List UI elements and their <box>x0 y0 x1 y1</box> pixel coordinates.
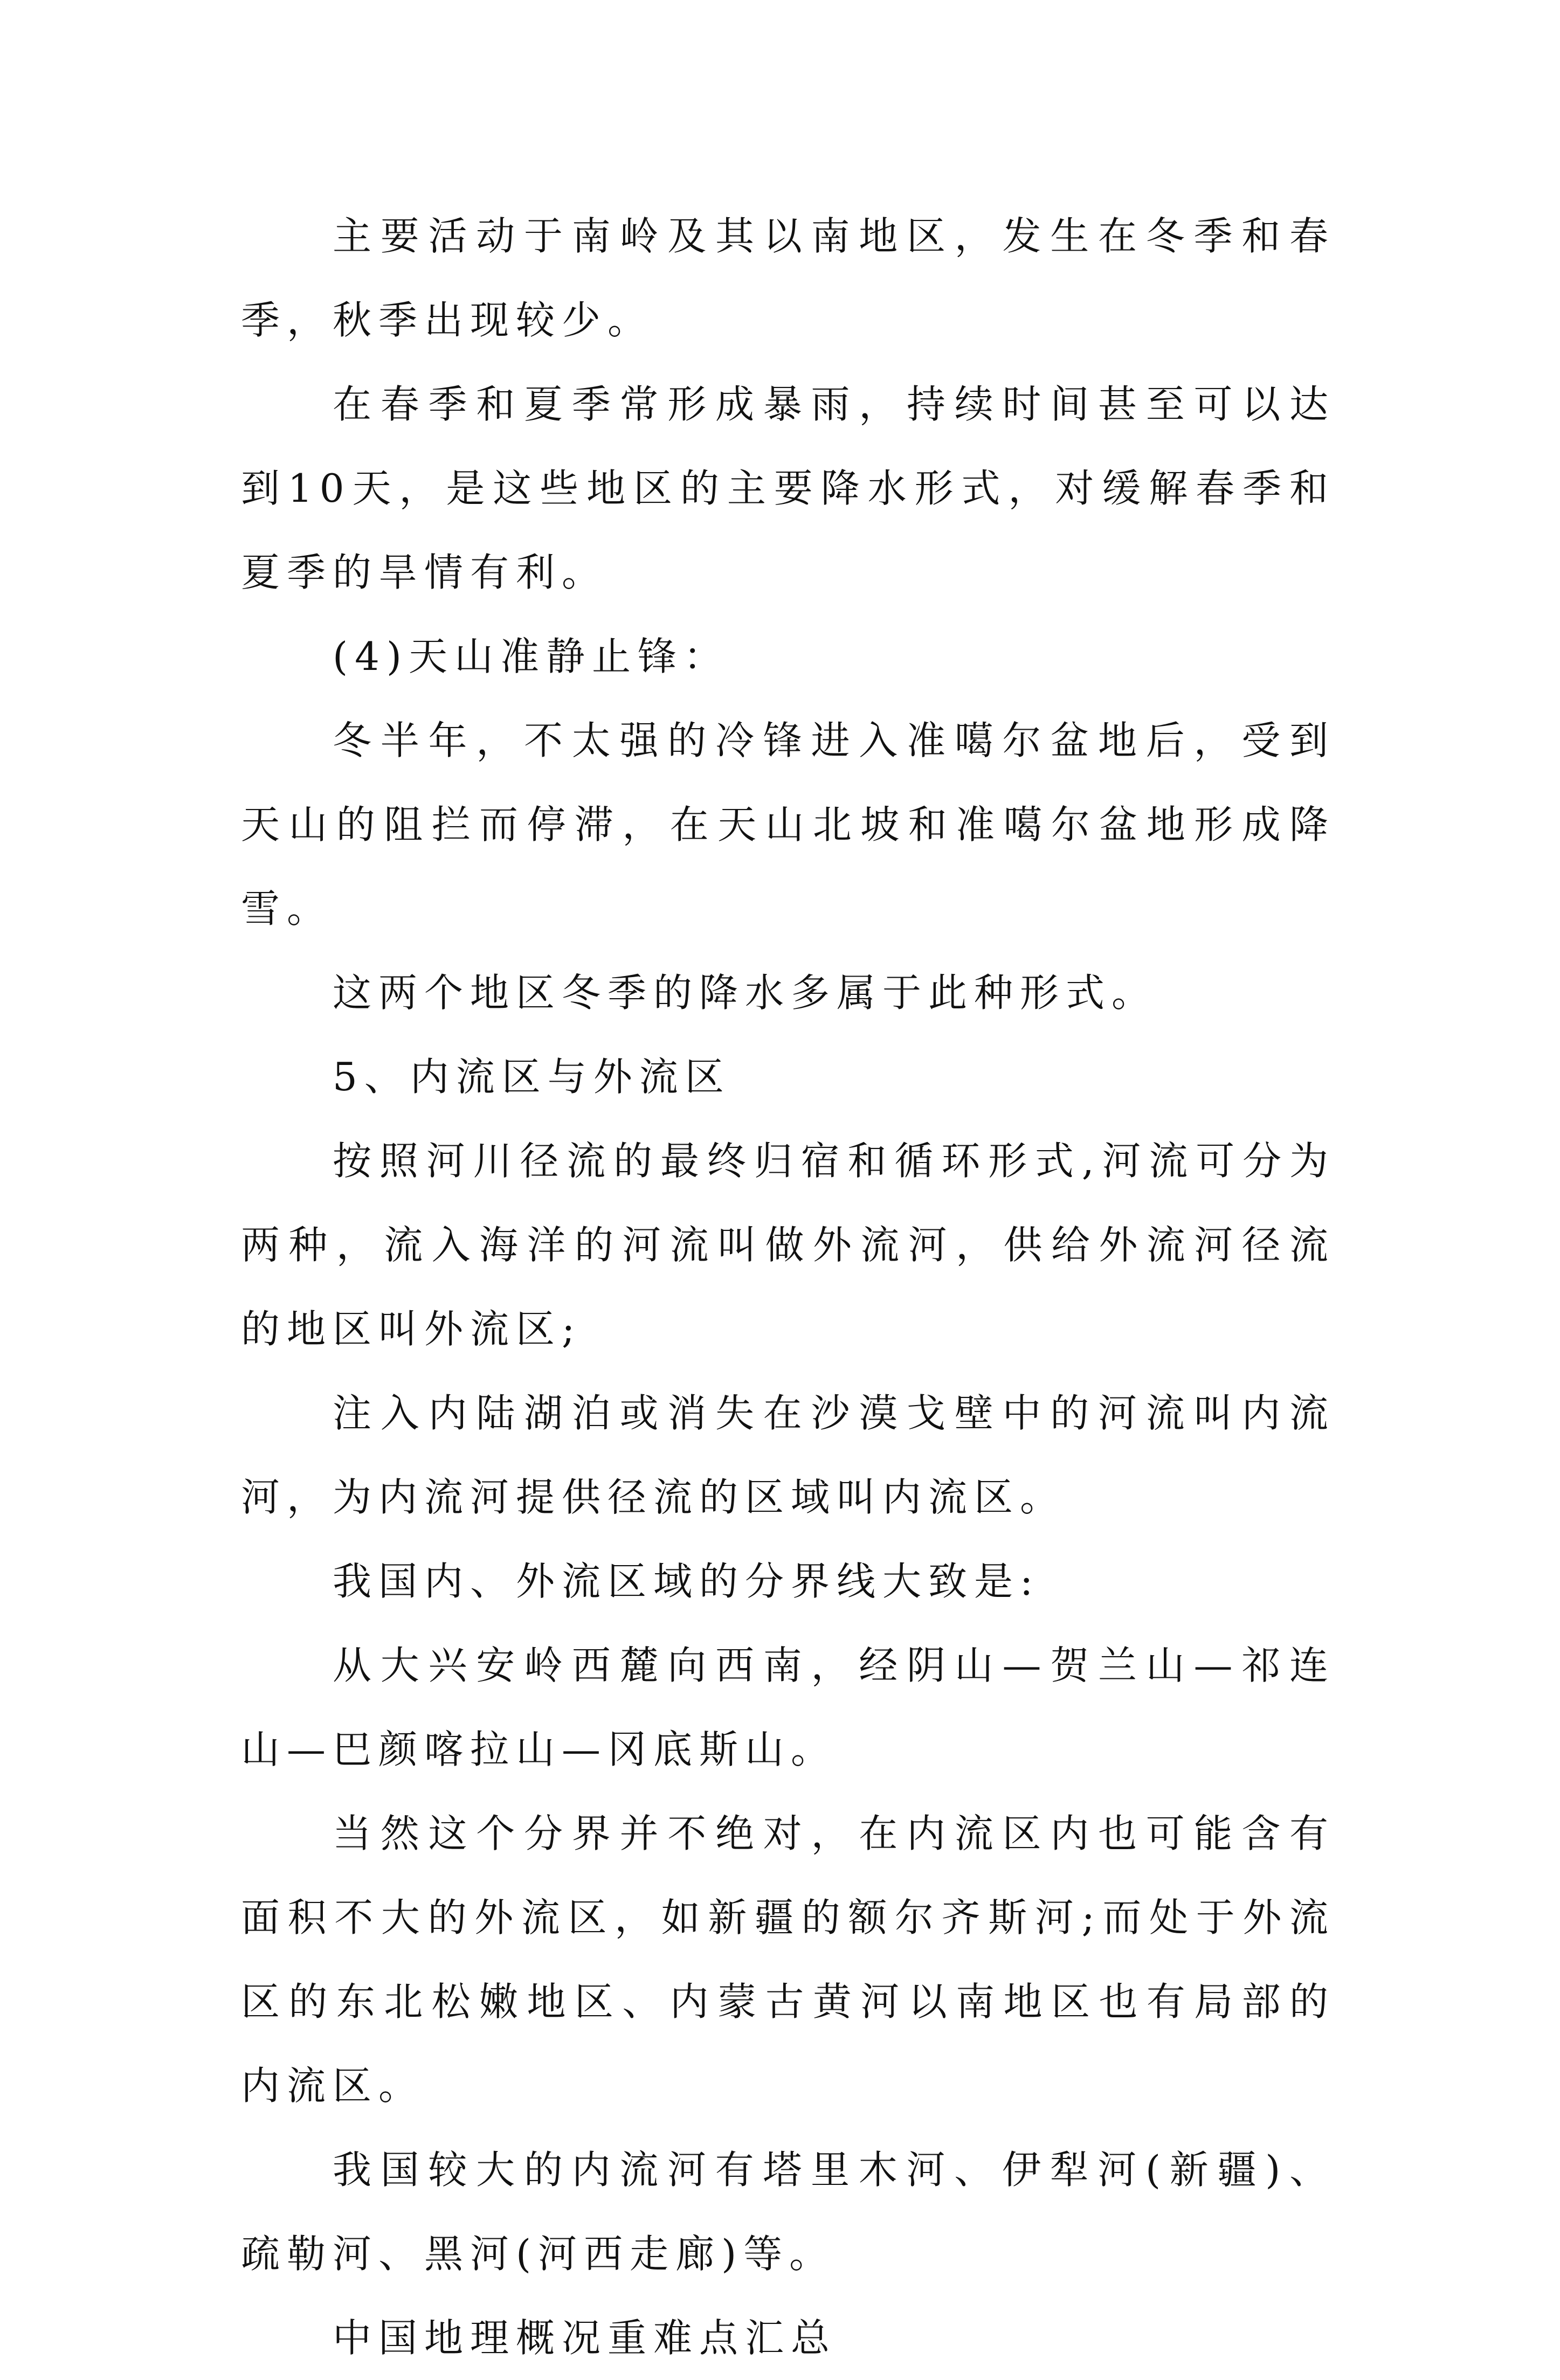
paragraph: 主要活动于南岭及其以南地区，发生在冬季和春季，秋季出现较少。 <box>241 213 1335 343</box>
section-heading: 5、内流区与外流区 <box>333 1054 731 1099</box>
paragraph: 这两个地区冬季的降水多属于此种形式。 <box>333 970 1158 1015</box>
paragraph: 在春季和夏季常形成暴雨，持续时间甚至可以达到10天，是这些地区的主要降水形式，对缓解春季和夏季的旱情有利。 <box>241 382 1335 595</box>
paragraph: 冬半年，不太强的冷锋进入准噶尔盆地后，受到天山的阻拦而停滞，在天山北坡和准噶尔盆地形成降雪。 <box>241 718 1335 931</box>
paragraph: 注入内陆湖泊或消失在沙漠戈壁中的河流叫内流河，为内流河提供径流的区域叫内流区。 <box>241 1390 1335 1520</box>
closing-heading: 中国地理概况重难点汇总 <box>333 2315 837 2361</box>
paragraph: 从大兴安岭西麓向西南，经阴山—贺兰山—祁连山—巴颜喀拉山—冈底斯山。 <box>241 1643 1335 1772</box>
document-body <box>241 194 1335 2380</box>
subheading: (4)天山准静止锋： <box>333 634 729 679</box>
paragraph: 按照河川径流的最终归宿和循环形式,河流可分为两种，流入海洋的河流叫做外流河，供给外流河径流的地区叫外流区; <box>241 1138 1335 1352</box>
paragraph: 我国内、外流区域的分界线大致是: <box>333 1559 1040 1604</box>
paragraph: 当然这个分界并不绝对，在内流区内也可能含有面积不大的外流区，如新疆的额尔齐斯河;而处于外流区的东北松嫩地区、内蒙古黄河以南地区也有局部的内流区。 <box>241 1811 1335 2108</box>
paragraph: 我国较大的内流河有塔里木河、伊犁河(新疆)、疏勒河、黑河(河西走廊)等。 <box>241 2147 1335 2277</box>
